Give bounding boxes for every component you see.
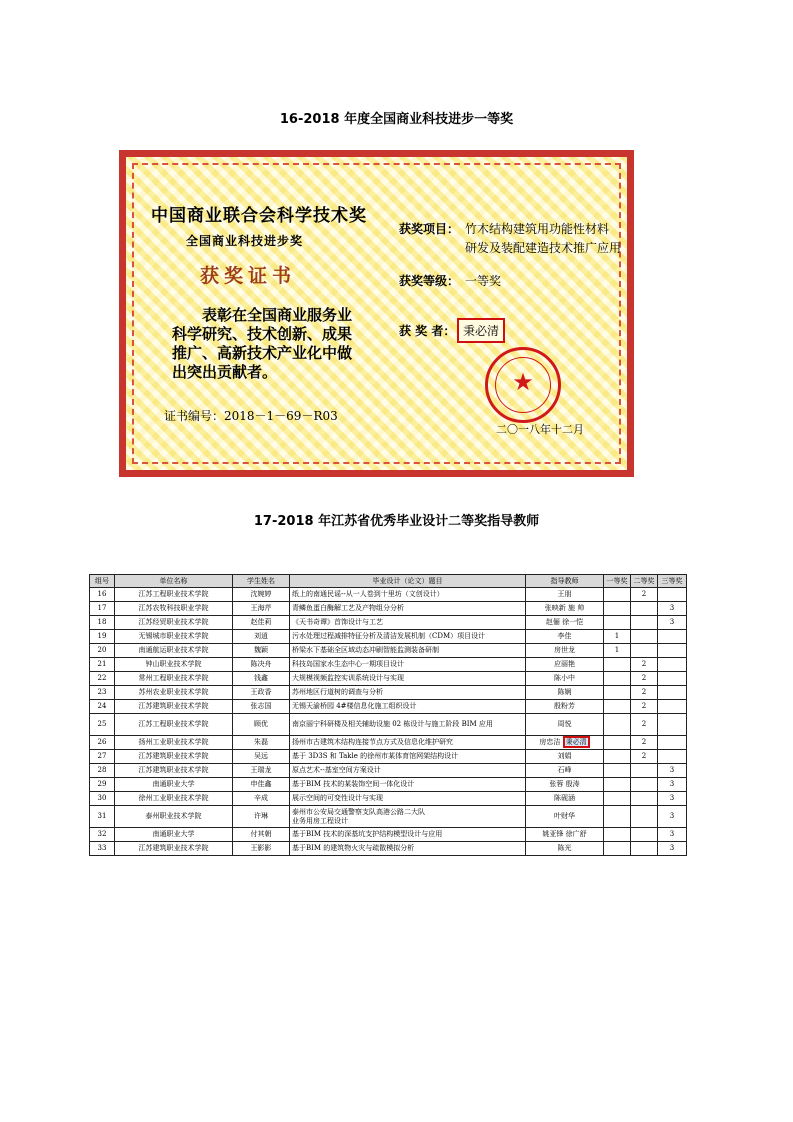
- cell-title: 无锡天渝桥园 4#楼信息化施工组织设计: [290, 700, 526, 714]
- table-row: [90, 778, 687, 792]
- cell-teacher: 殷粉芳: [526, 700, 604, 714]
- project-name-line: 竹木结构建筑用功能性材料: [465, 222, 610, 236]
- cell-unit: 江苏工程职业技术学院: [115, 588, 233, 602]
- cell-second-prize: [631, 602, 658, 616]
- cell-teacher: 陈光: [526, 842, 604, 856]
- table-header-row: [90, 575, 687, 588]
- cell-second-prize: 2: [631, 714, 658, 736]
- cell-first-prize: [604, 616, 631, 630]
- cell-first-prize: [604, 778, 631, 792]
- cell-second-prize: [631, 764, 658, 778]
- table-row: [90, 736, 687, 750]
- table-row: [90, 602, 687, 616]
- cell-teacher: 张映新 施 帅: [526, 602, 604, 616]
- cell-second-prize: 2: [631, 658, 658, 672]
- cell-group-no: 19: [90, 630, 115, 644]
- cell-teacher: 陈砚涵: [526, 792, 604, 806]
- cell-unit: 钟山职业技术学院: [115, 658, 233, 672]
- cell-unit: 泰州职业技术学院: [115, 806, 233, 828]
- cell-teacher: 刘娟: [526, 750, 604, 764]
- title-line: 泰州市公安局交通警察支队高港公路二大队: [292, 807, 425, 816]
- winner-label: 获 奖 者：: [399, 324, 456, 338]
- cell-unit: 扬州工业职业技术学院: [115, 736, 233, 750]
- cell-first-prize: [604, 588, 631, 602]
- cell-group-no: 28: [90, 764, 115, 778]
- table-row: [90, 806, 687, 828]
- cell-second-prize: 2: [631, 700, 658, 714]
- cell-unit: 江苏建筑职业技术学院: [115, 764, 233, 778]
- cell-first-prize: [604, 700, 631, 714]
- cell-student: 王影影: [233, 842, 290, 856]
- cell-title: 展示空间的可变性设计与实现: [290, 792, 526, 806]
- cell-teacher: 陈娴: [526, 686, 604, 700]
- cell-student: 王政香: [233, 686, 290, 700]
- cell-group-no: 30: [90, 792, 115, 806]
- cell-first-prize: 1: [604, 630, 631, 644]
- cell-title: 基于 3D3S 和 Takle 的徐州市某体育馆网架结构设计: [290, 750, 526, 764]
- cell-teacher: [526, 736, 604, 750]
- table-row: [90, 792, 687, 806]
- certificate-date: 二〇一八年十二月: [496, 423, 584, 436]
- cell-first-prize: [604, 602, 631, 616]
- grade-value: 一等奖: [465, 274, 502, 288]
- cell-group-no: 17: [90, 602, 115, 616]
- cell-teacher: 周悦: [526, 714, 604, 736]
- table-row: [90, 616, 687, 630]
- cell-unit: 江苏农牧科技职业学院: [115, 602, 233, 616]
- cell-unit: 无锡城市职业技术学院: [115, 630, 233, 644]
- cell-title: 苏州地区行道树的调查与分析: [290, 686, 526, 700]
- cell-student: 赵佳莉: [233, 616, 290, 630]
- cell-third-prize: [658, 658, 687, 672]
- cell-third-prize: [658, 588, 687, 602]
- cell-third-prize: 3: [658, 792, 687, 806]
- cell-second-prize: 2: [631, 588, 658, 602]
- teacher-name: 房忠洁: [539, 738, 563, 746]
- cell-third-prize: [658, 686, 687, 700]
- cell-teacher: 叶财华: [526, 806, 604, 828]
- cell-title: 大规模视频监控实训系统设计与实现: [290, 672, 526, 686]
- cell-group-no: 31: [90, 806, 115, 828]
- cell-student: 王海芹: [233, 602, 290, 616]
- table-row: [90, 588, 687, 602]
- cell-title: 科技岛国家水生态中心一期项目设计: [290, 658, 526, 672]
- cell-third-prize: 3: [658, 764, 687, 778]
- award-heading-2: 17-2018 年江苏省优秀毕业设计二等奖指导教师: [253, 514, 540, 529]
- cell-student: 张志国: [233, 700, 290, 714]
- certificate-label: 获奖证书: [200, 265, 297, 287]
- cell-group-no: 16: [90, 588, 115, 602]
- cell-third-prize: [658, 644, 687, 658]
- cell-first-prize: [604, 792, 631, 806]
- cell-student: 王瑞龙: [233, 764, 290, 778]
- cell-student: 陈决舟: [233, 658, 290, 672]
- cell-title: 扬州市古建筑木结构连接节点方式及信息化维护研究: [290, 736, 526, 750]
- description-line: 推广、高新技术产业化中做: [172, 344, 353, 362]
- header-unit: 单位名称: [115, 575, 233, 588]
- cell-student: 吴远: [233, 750, 290, 764]
- cell-title: 桥梁水下基础全区域动态冲刷智能监测装备研制: [290, 644, 526, 658]
- star-icon: ★: [512, 368, 534, 396]
- cell-second-prize: [631, 616, 658, 630]
- certificate-number: 证书编号：2018－1－69－R03: [164, 409, 338, 423]
- certificate-image: [119, 150, 634, 477]
- table-row: [90, 842, 687, 856]
- cell-student: 沈婉婷: [233, 588, 290, 602]
- cell-second-prize: 2: [631, 750, 658, 764]
- cell-second-prize: 2: [631, 672, 658, 686]
- table-row: [90, 672, 687, 686]
- certificate-title: 中国商业联合会科学技术奖: [151, 206, 367, 226]
- cell-teacher: 张蓉 殷涛: [526, 778, 604, 792]
- cell-unit: 常州工程职业技术学院: [115, 672, 233, 686]
- table-row: [90, 686, 687, 700]
- cell-student: 顾优: [233, 714, 290, 736]
- cell-second-prize: 2: [631, 736, 658, 750]
- cell-third-prize: 3: [658, 842, 687, 856]
- cell-group-no: 26: [90, 736, 115, 750]
- table-row: [90, 658, 687, 672]
- cell-title: 《天书奇谭》首饰设计与工艺: [290, 616, 526, 630]
- description-line: 出突出贡献者。: [172, 363, 278, 381]
- cell-third-prize: 3: [658, 806, 687, 828]
- cell-third-prize: [658, 672, 687, 686]
- cell-first-prize: [604, 658, 631, 672]
- cell-group-no: 20: [90, 644, 115, 658]
- header-first-prize: 一等奖: [604, 575, 631, 588]
- cell-third-prize: 3: [658, 616, 687, 630]
- table-row: [90, 714, 687, 736]
- cell-third-prize: [658, 714, 687, 736]
- cell-third-prize: 3: [658, 778, 687, 792]
- cell-teacher: 李佳: [526, 630, 604, 644]
- cell-group-no: 21: [90, 658, 115, 672]
- cell-student: 魏颖: [233, 644, 290, 658]
- cell-title: 南京丽宁科研楼及相关辅助设施 02 栋设计与施工阶段 BIM 应用: [290, 714, 526, 736]
- cell-unit: 苏州农业职业技术学院: [115, 686, 233, 700]
- cell-group-no: 18: [90, 616, 115, 630]
- cell-group-no: 25: [90, 714, 115, 736]
- award-heading-1: 16-2018 年度全国商业科技进步一等奖: [279, 112, 514, 127]
- cell-title: 纸上的南通民谣--从一人卷到十里坊（文创设计）: [290, 588, 526, 602]
- cell-group-no: 23: [90, 686, 115, 700]
- cell-third-prize: [658, 630, 687, 644]
- cell-third-prize: 3: [658, 602, 687, 616]
- cell-title: 基于BIM 技术的某装饰空间一体化设计: [290, 778, 526, 792]
- cell-first-prize: [604, 828, 631, 842]
- header-third-prize: 三等奖: [658, 575, 687, 588]
- cell-first-prize: [604, 750, 631, 764]
- cell-second-prize: [631, 630, 658, 644]
- cell-second-prize: 2: [631, 686, 658, 700]
- cell-first-prize: [604, 842, 631, 856]
- table-row: [90, 764, 687, 778]
- cell-first-prize: [604, 806, 631, 828]
- table-row: [90, 828, 687, 842]
- cell-teacher: 房世龙: [526, 644, 604, 658]
- cell-group-no: 27: [90, 750, 115, 764]
- cell-group-no: 32: [90, 828, 115, 842]
- cell-first-prize: [604, 714, 631, 736]
- project-name-line: 研发及装配建造技术推广应用: [465, 241, 622, 255]
- cell-title: 基于BIM 的建筑物火灾与疏散模拟分析: [290, 842, 526, 856]
- official-seal-icon: [485, 347, 561, 423]
- cell-unit: 江苏建筑职业技术学院: [115, 750, 233, 764]
- cell-unit: 江苏建筑职业技术学院: [115, 842, 233, 856]
- cell-unit: 江苏经贸职业技术学院: [115, 616, 233, 630]
- cell-teacher: 王朋: [526, 588, 604, 602]
- cell-second-prize: [631, 644, 658, 658]
- cell-student: 刘逍: [233, 630, 290, 644]
- title-line: 业务用房工程设计: [292, 816, 348, 825]
- cell-second-prize: [631, 792, 658, 806]
- table-row: [90, 630, 687, 644]
- description-line: 表彰在全国商业服务业: [202, 306, 353, 324]
- cell-first-prize: 1: [604, 644, 631, 658]
- cell-unit: 南通职业大学: [115, 778, 233, 792]
- cell-second-prize: [631, 828, 658, 842]
- cell-student: 辛成: [233, 792, 290, 806]
- cell-unit: 南通航运职业技术学院: [115, 644, 233, 658]
- header-teacher: 指导教师: [526, 575, 604, 588]
- cell-group-no: 29: [90, 778, 115, 792]
- cell-teacher: 赵俪 徐一恺: [526, 616, 604, 630]
- cell-group-no: 33: [90, 842, 115, 856]
- cell-first-prize: [604, 672, 631, 686]
- cell-teacher: 应丽艳: [526, 658, 604, 672]
- cell-teacher: 石峰: [526, 764, 604, 778]
- header-second-prize: 二等奖: [631, 575, 658, 588]
- cell-unit: 江苏建筑职业技术学院: [115, 700, 233, 714]
- cell-student: 许琳: [233, 806, 290, 828]
- cell-second-prize: [631, 778, 658, 792]
- description-line: 科学研究、技术创新、成果: [172, 325, 353, 343]
- grade-label: 获奖等级：: [399, 274, 460, 288]
- cell-teacher: 陈小中: [526, 672, 604, 686]
- cell-unit: 徐州工业职业技术学院: [115, 792, 233, 806]
- header-group-no: 组号: [90, 575, 115, 588]
- cell-title: 青鳞鱼蛋白酶解工艺及产物组分分析: [290, 602, 526, 616]
- table-row: [90, 644, 687, 658]
- cell-third-prize: [658, 700, 687, 714]
- award-table: [89, 574, 687, 856]
- cell-student: 钱鑫: [233, 672, 290, 686]
- cell-third-prize: [658, 736, 687, 750]
- header-student: 学生姓名: [233, 575, 290, 588]
- winner-name-highlighted: 秉必清: [457, 318, 505, 343]
- cell-student: 朱磊: [233, 736, 290, 750]
- cell-teacher: 姚亚锋 徐广舒: [526, 828, 604, 842]
- cell-student: 付其朝: [233, 828, 290, 842]
- certificate-subtitle: 全国商业科技进步奖: [186, 234, 304, 248]
- cell-title: 原点艺术--基室空间方案设计: [290, 764, 526, 778]
- cell-first-prize: [604, 764, 631, 778]
- cell-group-no: 22: [90, 672, 115, 686]
- cell-unit: 江苏工程职业技术学院: [115, 714, 233, 736]
- cell-title: 污水处理过程减排特征分析及清洁发展机制（CDM）项目设计: [290, 630, 526, 644]
- cell-group-no: 24: [90, 700, 115, 714]
- cell-unit: 南通职业大学: [115, 828, 233, 842]
- header-title: 毕业设计（论文）题目: [290, 575, 526, 588]
- certificate-description: [172, 306, 382, 382]
- table-row: [90, 750, 687, 764]
- cell-third-prize: [658, 750, 687, 764]
- cell-first-prize: [604, 736, 631, 750]
- project-label: 获奖项目：: [399, 222, 460, 236]
- cell-third-prize: 3: [658, 828, 687, 842]
- cell-second-prize: [631, 842, 658, 856]
- cell-title: [290, 806, 526, 828]
- cell-first-prize: [604, 686, 631, 700]
- table-row: [90, 700, 687, 714]
- cell-title: 基于BIM 技术的深基坑支护结构模型设计与应用: [290, 828, 526, 842]
- cell-student: 申佳鑫: [233, 778, 290, 792]
- teacher-name-highlighted: 秉必清: [563, 736, 590, 748]
- cell-second-prize: [631, 806, 658, 828]
